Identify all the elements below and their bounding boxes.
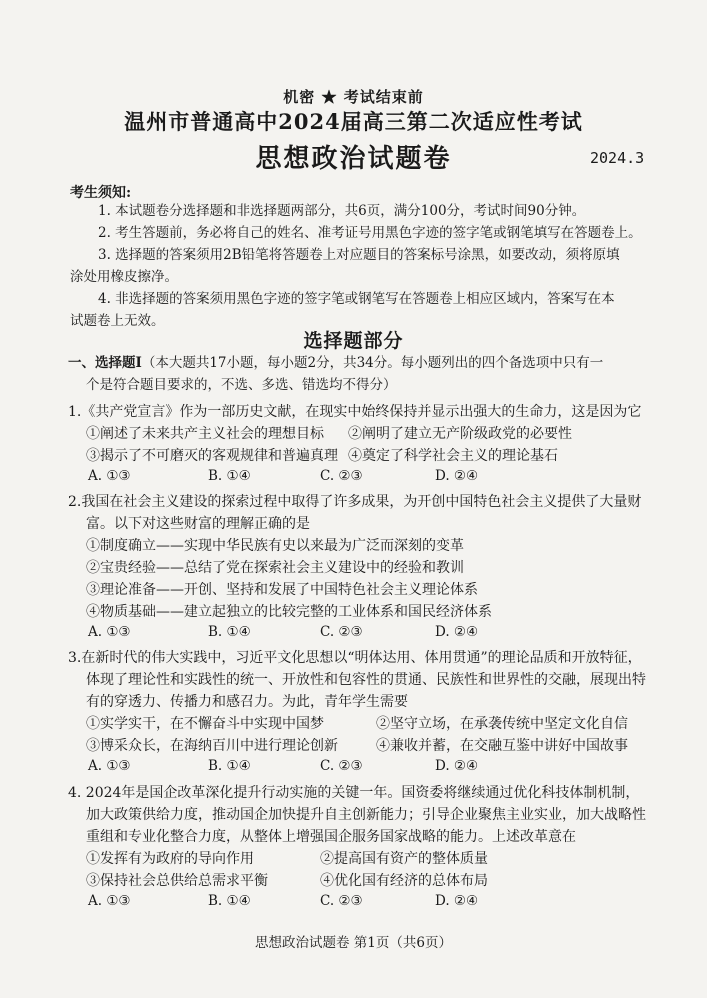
question-1-choice-a: A. ①③ <box>88 468 131 484</box>
question-1-stem: 1.《共产党宣言》作为一部历史文献，在现实中始终保持并显示出强大的生命力，这是因为它 <box>68 404 642 420</box>
exam-date: 2024.3 <box>590 149 645 167</box>
question-3-choice-c: C. ②③ <box>320 758 363 774</box>
question-2-choice-b: B. ①④ <box>208 624 251 640</box>
question-3-stem-cont-2: 有的穿透力、传播力和感召力。为此，青年学生需要 <box>86 694 408 710</box>
question-2-choice-d: D. ②④ <box>435 624 479 640</box>
question-2-choice-c: C. ②③ <box>320 624 363 640</box>
notice-item-4: 4. 非选择题的答案须用黑色字迹的签字笔或钢笔写在答题卷上相应区域内，答案写在本 <box>98 291 615 307</box>
question-4-option-2: ②提高国有资产的整体质量 <box>320 851 488 867</box>
question-3-choice-b: B. ①④ <box>208 758 251 774</box>
part1-label: 一、选择题Ⅰ <box>68 355 142 371</box>
question-2-stem-cont: 富。以下对这些财富的理解正确的是 <box>86 516 310 532</box>
question-3-choice-a: A. ①③ <box>88 758 131 774</box>
question-2-option-1: ①制度确立——实现中华民族有史以来最为广泛而深刻的变革 <box>86 538 464 554</box>
question-2-choice-a: A. ①③ <box>88 624 131 640</box>
question-4-option-1: ①发挥有为政府的导向作用 <box>86 851 254 867</box>
part1-desc-cont: 个是符合题目要求的，不选、多选、错选均不得分） <box>86 377 397 393</box>
question-4-choice-d: D. ②④ <box>435 893 479 909</box>
notice-heading: 考生须知: <box>70 185 132 201</box>
notice-item-3: 3. 选择题的答案须用2B铅笔将答题卷上对应题目的答案标号涂黑，如要改动，须将原填 <box>98 247 620 263</box>
question-2-option-3: ③理论准备——开创、坚持和发展了中国特色社会主义理论体系 <box>86 582 478 598</box>
subject-title: 思想政治试题卷 <box>255 144 452 174</box>
part1-desc: （本大题共17小题，每小题2分，共34分。每小题列出的四个备选项中只有一 <box>141 355 604 371</box>
question-2-option-2: ②宝贵经验——总结了党在探索社会主义建设中的经验和教训 <box>86 560 464 576</box>
question-1-option-3: ③揭示了不可磨灭的客观规律和普遍真理 <box>86 448 338 464</box>
question-3-option-1: ①实学实干，在不懈奋斗中实现中国梦 <box>86 716 324 732</box>
question-4-stem: 4. 2024年是国企改革深化提升行动实施的关键一年。国资委将继续通过优化科技体制机制， <box>68 785 640 801</box>
question-1-choice-c: C. ②③ <box>320 468 363 484</box>
question-4-option-3: ③保持社会总供给总需求平衡 <box>86 873 268 889</box>
question-4-choice-c: C. ②③ <box>320 893 363 909</box>
question-3-stem-cont-1: 体现了理论性和实践性的统一、开放性和包容性的贯通、民族性和世界性的交融，展现出特 <box>86 672 646 688</box>
confidential-label: 机密 ★ 考试结束前 <box>283 88 424 106</box>
question-1-choice-b: B. ①④ <box>208 468 251 484</box>
question-2-option-4: ④物质基础——建立起独立的比较完整的工业体系和国民经济体系 <box>86 604 492 620</box>
notice-item-2: 2. 考生答题前，务必将自己的姓名、准考证号用黑色字迹的签字笔或钢笔填写在答题卷上。 <box>98 225 642 241</box>
question-4-option-4: ④优化国有经济的总体布局 <box>320 873 488 889</box>
question-3-option-2: ②坚守立场，在承袭传统中坚定文化自信 <box>376 716 628 732</box>
question-1-option-4: ④奠定了科学社会主义的理论基石 <box>348 448 558 464</box>
question-4-stem-cont-2: 重组和专业化整合力度，从整体上增强国企服务国家战略的能力。上述改革意在 <box>86 829 576 845</box>
notice-item-3-cont: 涂处用橡皮擦净。 <box>70 269 178 285</box>
question-3-choice-d: D. ②④ <box>435 758 479 774</box>
question-3-stem: 3.在新时代的伟大实践中，习近平文化思想以“明体达用、体用贯通”的理论品质和开放特征， <box>68 650 642 666</box>
exam-title: 温州市普通高中2024届高三第二次适应性考试 <box>124 109 583 134</box>
notice-item-1: 1. 本试题卷分选择题和非选择题两部分，共6页，满分100分，考试时间90分钟。 <box>98 203 586 219</box>
question-3-option-3: ③博采众长，在海纳百川中进行理论创新 <box>86 738 338 754</box>
question-4-choice-b: B. ①④ <box>208 893 251 909</box>
question-2-stem: 2.我国在社会主义建设的探索过程中取得了许多成果，为开创中国特色社会主义提供了大量财 <box>68 494 642 510</box>
question-1-option-2: ②阐明了建立无产阶级政党的必要性 <box>348 426 572 442</box>
notice-item-4-cont: 试题卷上无效。 <box>70 313 165 329</box>
question-3-option-4: ④兼收并蓄，在交融互鉴中讲好中国故事 <box>376 738 628 754</box>
question-4-choice-a: A. ①③ <box>88 893 131 909</box>
question-4-stem-cont-1: 加大政策供给力度，推动国企加快提升自主创新能力；引导企业聚焦主业实业，加大战略性 <box>86 807 646 823</box>
page-footer: 思想政治试题卷 第1页（共6页） <box>255 935 452 951</box>
question-1-choice-d: D. ②④ <box>435 468 479 484</box>
section-title: 选择题部分 <box>303 330 404 352</box>
part1-header <box>68 352 603 374</box>
question-1-option-1: ①阐述了未来共产主义社会的理想目标 <box>86 426 324 442</box>
